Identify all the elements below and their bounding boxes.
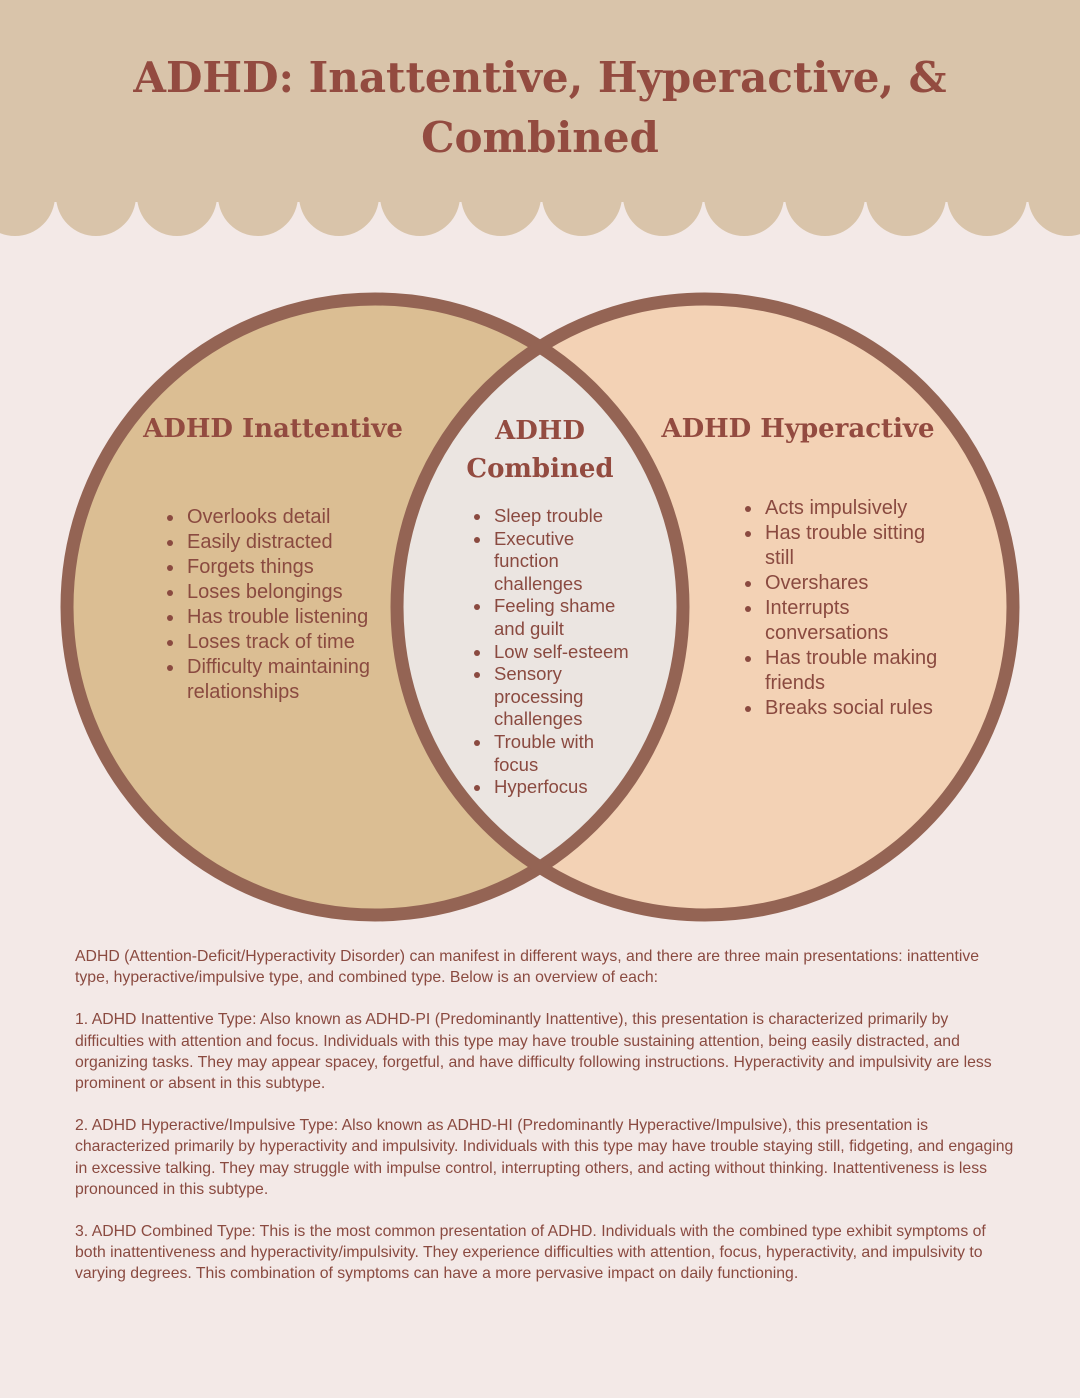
hyperactive-item: • Interrupts conversations: [763, 596, 938, 646]
inattentive-item: • Loses belongings: [185, 580, 385, 605]
hyperactive-item: • Acts impulsively: [763, 496, 938, 521]
hyperactive-paragraph: 2. ADHD Hyperactive/Impulsive Type: Also known as ADHD-HI (Predominantly Hyperactive/Impulsive), this presentation is characterized primarily by hyperactivity and impulsivity. Individuals with this type may have trouble staying still, fidgeting, and engaging in excessive talking. They may struggle with impulse control, interrupting others, and acting without thinking. Inattentiveness is less pronounced in this subtype.: [75, 1117, 1014, 1198]
inattentive-item: • Has trouble listening: [185, 605, 385, 630]
inattentive-title: ADHD Inattentive: [143, 414, 403, 444]
hyperactive-item: • Breaks social rules: [763, 696, 938, 721]
combined-item: • Sleep trouble: [492, 505, 642, 528]
combined-item: • Executive function challenges: [492, 528, 642, 596]
combined-item: • Sensory processing challenges: [492, 663, 642, 731]
combined-item: • Trouble with focus: [492, 731, 642, 776]
hyperactive-list: [739, 496, 938, 721]
hyperactive-item: • Has trouble sitting still: [763, 521, 938, 571]
intro-paragraph: ADHD (Attention-Deficit/Hyperactivity Disorder) can manifest in different ways, and there are three main presentations: inattentive type, hyperactive/impulsive type, and combined type. Below is an overview of each:: [75, 948, 980, 987]
inattentive-paragraph: 1. ADHD Inattentive Type: Also known as ADHD-PI (Predominantly Inattentive), this presentation is characterized primarily by difficulties with attention and focus. Individuals with this type may have trouble sustaining attention, being easily distracted, and organizing tasks. They may appear spacey, forgetful, and have difficulty following instructions. Hyperactivity and impulsivity are less prominent or absent in this subtype.: [75, 1011, 992, 1093]
page-title: ADHD: Inattentive, Hyperactive, & Combined: [133, 53, 947, 162]
combined-item: • Hyperfocus: [492, 776, 642, 799]
combined-item: • Feeling shame and guilt: [492, 595, 642, 640]
inattentive-item: • Forgets things: [185, 555, 385, 580]
combined-title: ADHD Combined: [466, 416, 614, 484]
combined-list: [468, 505, 642, 799]
description-section: [75, 946, 1015, 1306]
inattentive-item: • Easily distracted: [185, 530, 385, 555]
inattentive-item: • Loses track of time: [185, 630, 385, 655]
hyperactive-item: • Has trouble making friends: [763, 646, 938, 696]
inattentive-item: • Difficulty maintaining relationships: [185, 655, 385, 705]
inattentive-list: [161, 505, 385, 705]
hyperactive-item: • Overshares: [763, 571, 938, 596]
scalloped-border: [0, 196, 1080, 238]
inattentive-item: • Overlooks detail: [185, 505, 385, 530]
hyperactive-title: ADHD Hyperactive: [661, 414, 935, 444]
combined-item: • Low self-esteem: [492, 641, 642, 664]
combined-paragraph: 3. ADHD Combined Type: This is the most common presentation of ADHD. Individuals with the combined type exhibit symptoms of both inattentiveness and hyperactivity/impulsivity. They experience difficulties with attention, focus, hyperactivity, and impulsivity to varying degrees. This combination of symptoms can have a more pervasive impact on daily functioning.: [75, 1223, 986, 1283]
